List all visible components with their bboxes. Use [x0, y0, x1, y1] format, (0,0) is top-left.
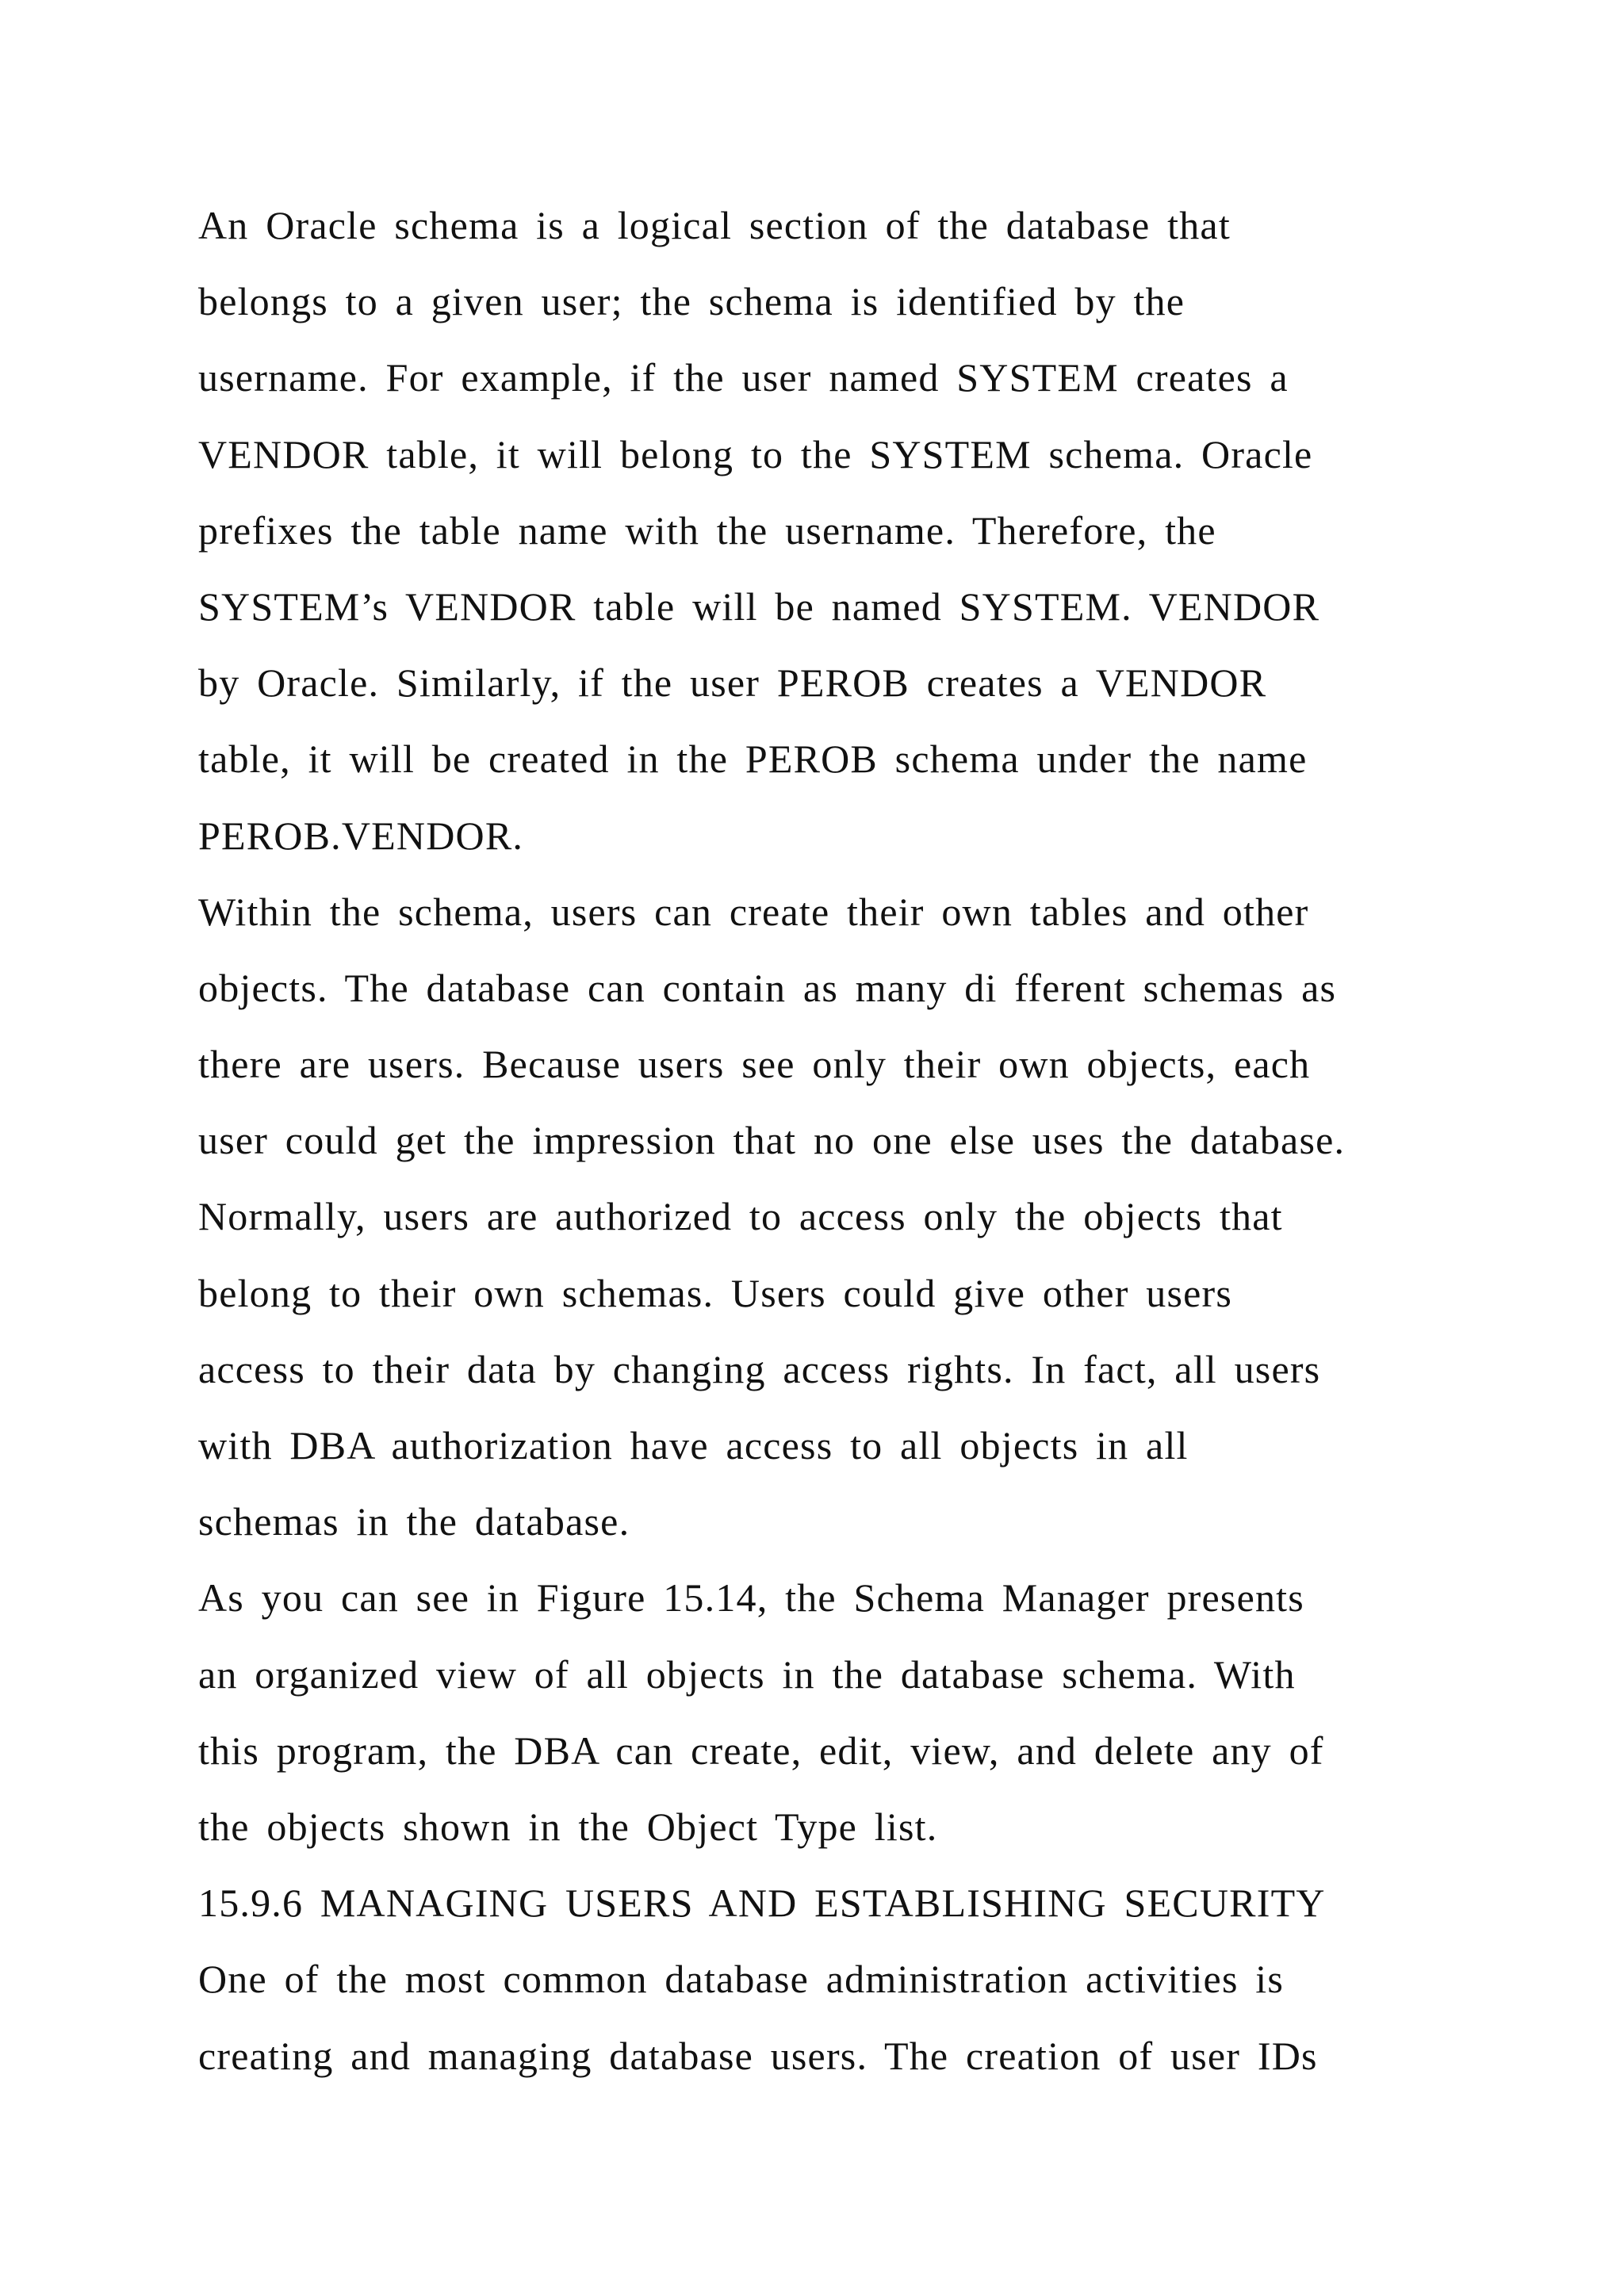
text-line: VENDOR table, it will belong to the SYSTEM schema. Oracle [198, 431, 1313, 476]
text-line: table, it will be created in the PEROB schema under the name [198, 737, 1308, 782]
text-line: with DBA authorization have access to all objects in all [198, 1423, 1189, 1468]
text-line: An Oracle schema is a logical section of the database that [198, 203, 1231, 247]
text-line: belong to their own schemas. Users could give other users [198, 1270, 1233, 1315]
text-line: access to their data by changing access rights. In fact, all users [198, 1346, 1321, 1391]
text-line: this program, the DBA can create, edit, view, and delete any of [198, 1728, 1324, 1773]
text-line: username. For example, if the user named SYSTEM creates a [198, 355, 1289, 400]
text-line: As you can see in Figure 15.14, the Schema Manager presents [198, 1575, 1304, 1621]
section-heading: 15.9.6 MANAGING USERS AND ESTABLISHING SECURITY [198, 1881, 1326, 1926]
text-line: creating and managing database users. The creation of user IDs [198, 2033, 1318, 2078]
text-line: objects. The database can contain as many di fferent schemas as [198, 965, 1337, 1010]
text-line: One of the most common database administration activities is [198, 1957, 1285, 2002]
text-line: PEROB.VENDOR. [198, 813, 524, 858]
text-line: the objects shown in the Object Type list. [198, 1804, 938, 1849]
body-text [198, 187, 1467, 2094]
text-line: an organized view of all objects in the database schema. With [198, 1651, 1296, 1697]
text-line: Normally, users are authorized to access only the objects that [198, 1194, 1283, 1239]
text-line: there are users. Because users see only their own objects, each [198, 1042, 1311, 1087]
text-line: user could get the impression that no one else uses the database. [198, 1118, 1346, 1163]
text-line: SYSTEM’s VENDOR table will be named SYSTEM. VENDOR [198, 584, 1320, 629]
text-line: schemas in the database. [198, 1499, 630, 1544]
text-line: prefixes the table name with the username. Therefore, the [198, 507, 1216, 553]
text-line: by Oracle. Similarly, if the user PEROB creates a VENDOR [198, 660, 1267, 706]
text-line: belongs to a given user; the schema is identified by the [198, 279, 1185, 324]
text-line: Within the schema, users can create their own tables and other [198, 889, 1309, 934]
